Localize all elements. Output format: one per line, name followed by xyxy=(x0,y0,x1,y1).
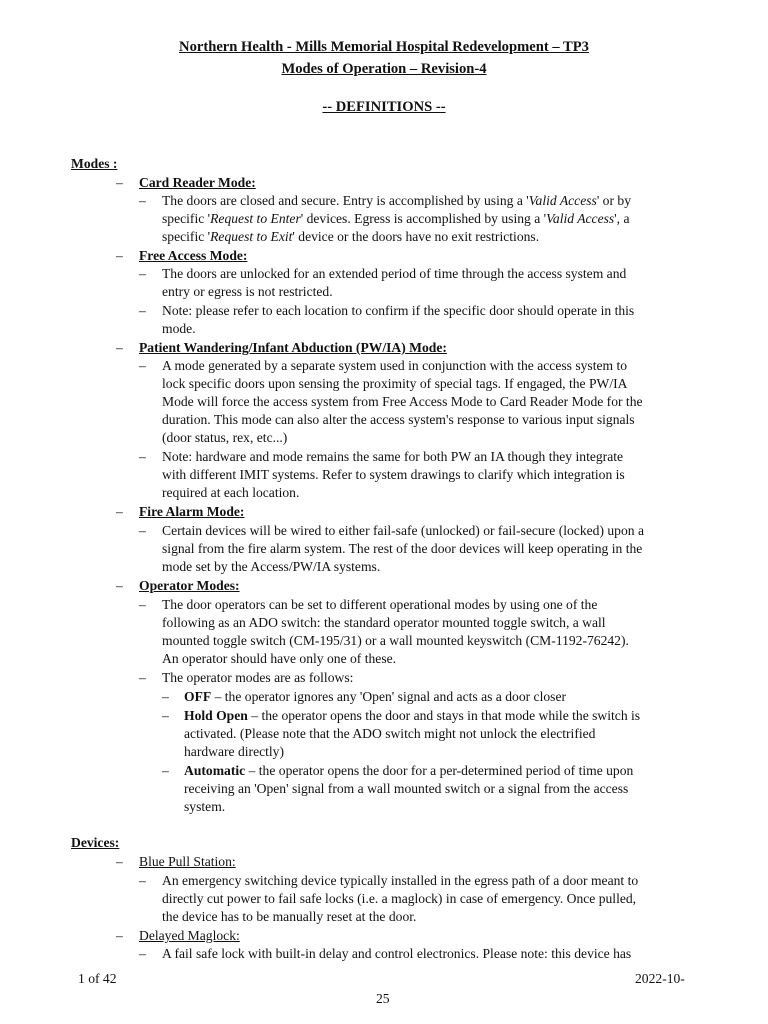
blue-pull-text-line: the device has to be manually reset at the door. xyxy=(162,909,417,924)
definitions-heading: -- DEFINITIONS -- xyxy=(322,99,446,115)
operator-text-line: following as an ADO switch: the standard operator mounted toggle switch, a wall xyxy=(162,615,606,630)
dash-marker: – xyxy=(139,946,146,961)
card-reader-text-line: specific 'Request to Enter' devices. Egress is accomplished by using a 'Valid Access', a xyxy=(162,211,630,226)
operator-mode-hold-open: Hold Open – the operator opens the door and stays in that mode while the switch is xyxy=(184,708,641,723)
operator-mode-hold-open-line: activated. (Please note that the ADO switch might not unlock the electrified xyxy=(184,726,596,741)
free-access-text-line: entry or egress is not restricted. xyxy=(162,284,333,299)
operator-mode-automatic-line: system. xyxy=(184,799,226,814)
pwia-note-line: Note: hardware and mode remains the same for both PW an IA though they integrate xyxy=(162,449,624,464)
free-access-mode-title: Free Access Mode: xyxy=(139,248,248,263)
delayed-maglock-title: Delayed Maglock: xyxy=(139,928,240,943)
footer-date-continued: 25 xyxy=(376,991,390,1006)
blue-pull-text-line: An emergency switching device typically installed in the egress path of a door meant to xyxy=(162,873,639,888)
dash-marker: – xyxy=(116,578,123,593)
dash-marker: – xyxy=(116,504,123,519)
footer-date: 2022-10- xyxy=(635,971,685,986)
pwia-mode-title: Patient Wandering/Infant Abduction (PW/IA) Mode: xyxy=(139,340,447,355)
modes-heading: Modes : xyxy=(71,156,118,171)
fire-alarm-text-line: mode set by the Access/PW/IA systems. xyxy=(162,559,381,574)
blue-pull-station-title: Blue Pull Station: xyxy=(139,854,236,869)
operator-modes-title: Operator Modes: xyxy=(139,578,240,593)
dash-marker: – xyxy=(139,873,146,888)
dash-marker: – xyxy=(139,597,146,612)
dash-marker: – xyxy=(139,670,146,685)
fire-alarm-text-line: signal from the fire alarm system. The rest of the door devices will keep operating in the xyxy=(162,541,643,556)
free-access-note-line: Note: please refer to each location to confirm if the specific door should operate in this xyxy=(162,303,635,318)
operator-modes-intro: The operator modes are as follows: xyxy=(162,670,354,685)
operator-mode-hold-open-line: hardware directly) xyxy=(184,744,285,759)
pwia-text-line: Mode will force the access system from Free Access Mode to Card Reader Mode for the xyxy=(162,394,643,409)
dash-marker: – xyxy=(139,303,146,318)
card-reader-text-line: specific 'Request to Exit' device or the doors have no exit restrictions. xyxy=(162,229,540,244)
devices-heading: Devices: xyxy=(71,835,120,850)
free-access-note-line: mode. xyxy=(162,321,196,336)
free-access-text-line: The doors are unlocked for an extended period of time through the access system and xyxy=(162,266,627,281)
pwia-text-line: lock specific doors upon sensing the proximity of special tags. If engaged, the PW/IA xyxy=(162,376,628,391)
operator-text-line: The door operators can be set to different operational modes by using one of the xyxy=(162,597,598,612)
blue-pull-text-line: directly cut power to fail safe locks (i.e. a maglock) in case of emergency. Once pulled, xyxy=(162,891,637,906)
dash-marker: – xyxy=(162,708,169,723)
dash-marker: – xyxy=(116,854,123,869)
pwia-text-line: duration. This mode can also alter the access system's response to various input signals xyxy=(162,412,635,427)
card-reader-text-line: The doors are closed and secure. Entry is accomplished by using a 'Valid Access' or by xyxy=(162,193,631,208)
operator-mode-automatic: Automatic – the operator opens the door for a per-determined period of time upon xyxy=(184,763,634,778)
pwia-text-line: (door status, rex, etc...) xyxy=(162,430,288,445)
dash-marker: – xyxy=(116,340,123,355)
dash-marker: – xyxy=(162,689,169,704)
operator-text-line: An operator should have only one of these. xyxy=(162,651,397,666)
operator-mode-automatic-line: receiving an 'Open' signal from a wall mounted switch or a signal from the access xyxy=(184,781,629,796)
dash-marker: – xyxy=(139,266,146,281)
document-subtitle: Modes of Operation – Revision-4 xyxy=(281,61,487,77)
pwia-note-line: required at each location. xyxy=(162,485,300,500)
dash-marker: – xyxy=(116,175,123,190)
dash-marker: – xyxy=(139,358,146,373)
delayed-maglock-text-line: A fail safe lock with built-in delay and control electronics. Please note: this device has xyxy=(162,946,632,961)
pwia-note-line: with different IMIT systems. Refer to system drawings to clarify which integration is xyxy=(162,467,625,482)
dash-marker: – xyxy=(116,928,123,943)
pwia-text-line: A mode generated by a separate system used in conjunction with the access system to xyxy=(162,358,628,373)
page-number: 1 of 42 xyxy=(78,971,117,986)
dash-marker: – xyxy=(139,523,146,538)
dash-marker: – xyxy=(162,763,169,778)
document-title: Northern Health - Mills Memorial Hospital Redevelopment – TP3 xyxy=(179,39,589,55)
dash-marker: – xyxy=(116,248,123,263)
operator-mode-off: OFF – the operator ignores any 'Open' signal and acts as a door closer xyxy=(184,689,567,704)
card-reader-mode-title: Card Reader Mode: xyxy=(139,175,256,190)
fire-alarm-mode-title: Fire Alarm Mode: xyxy=(139,504,245,519)
dash-marker: – xyxy=(139,449,146,464)
fire-alarm-text-line: Certain devices will be wired to either fail-safe (unlocked) or fail-secure (locked) upon a xyxy=(162,523,644,538)
dash-marker: – xyxy=(139,193,146,208)
operator-text-line: mounted toggle switch (CM-195/31) or a wall mounted keyswitch (CM-1192-76242). xyxy=(162,633,629,648)
